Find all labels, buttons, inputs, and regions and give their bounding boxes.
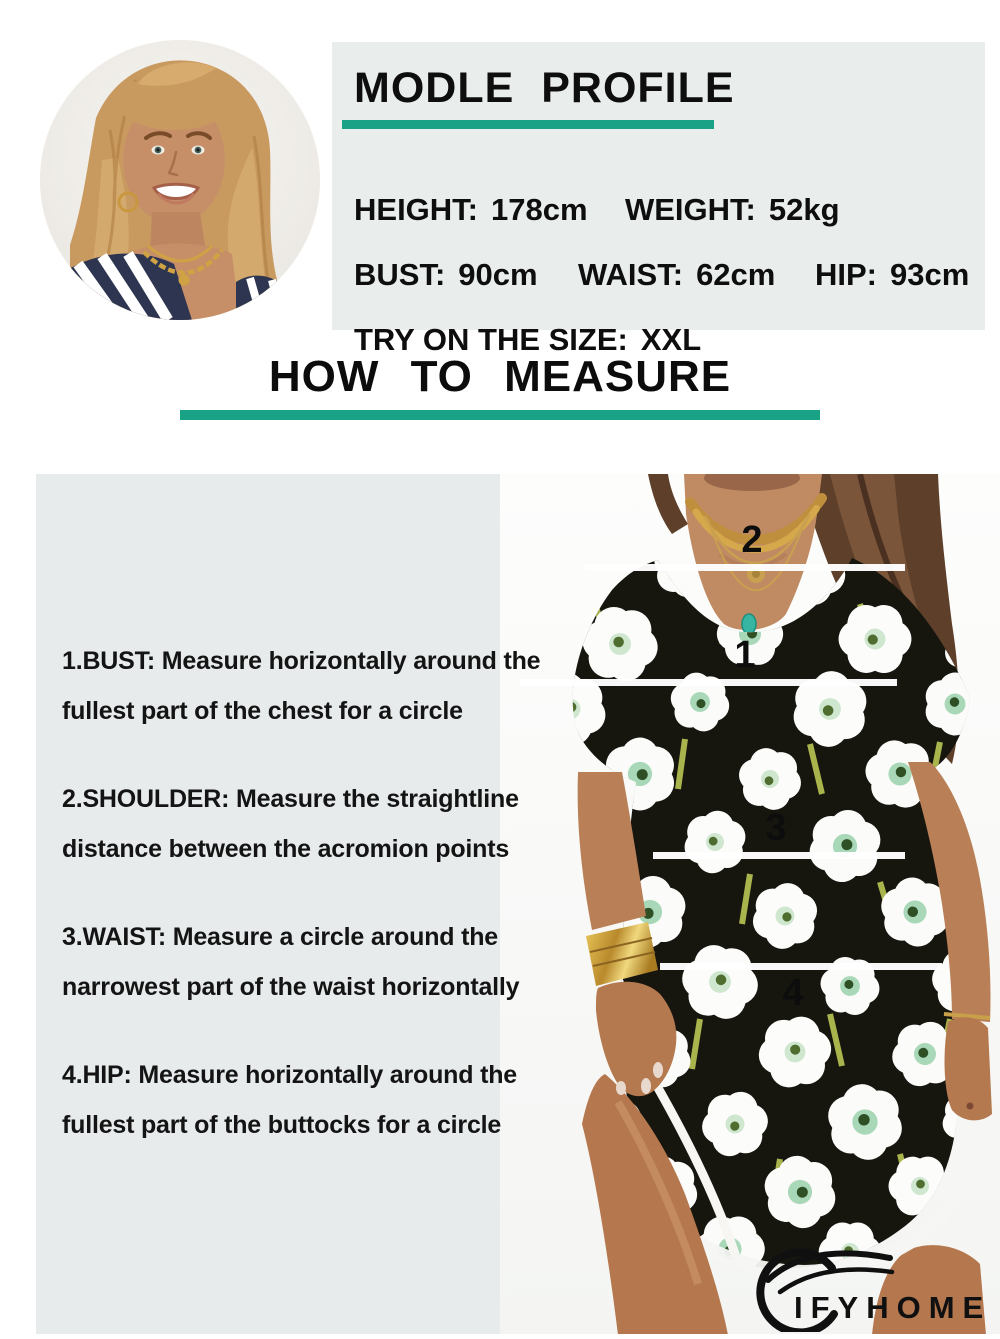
stat-height-value: 178cm (491, 192, 588, 227)
measure-instructions (62, 636, 542, 1188)
instruction-hip (62, 1050, 542, 1150)
profile-stats-row-1 (332, 192, 985, 228)
hip-line (660, 963, 942, 970)
instruction-shoulder (62, 774, 542, 874)
dress-photo-illustration (500, 474, 1000, 1334)
how-to-measure-underline (180, 410, 820, 420)
model-profile-box (332, 42, 985, 357)
waist-marker: 3 (765, 807, 787, 849)
stat-hip (815, 257, 969, 293)
model-headshot-photo (40, 40, 320, 320)
waist-line (653, 852, 905, 859)
stat-waist-label: WAIST: (578, 257, 684, 292)
instruction-waist-line-1: 3.WAIST: Measure a circle around the (62, 923, 498, 951)
stat-try-on-size-value: XXL (640, 322, 702, 357)
stat-try-on-size-label: TRY ON THE SIZE: (354, 322, 628, 357)
shoulder-marker: 2 (741, 519, 763, 561)
model-headshot-illustration (40, 40, 320, 320)
instruction-bust-line-2: fullest part of the chest for a circle (62, 697, 463, 725)
stat-hip-value: 93cm (890, 257, 970, 292)
bust-line (520, 679, 897, 686)
bust-marker: 1 (734, 634, 756, 676)
stat-bust-value: 90cm (458, 257, 538, 292)
stat-waist (578, 257, 775, 293)
stat-weight-label: WEIGHT: (625, 192, 756, 227)
instruction-bust-line-1: 1.BUST: Measure horizontally around the (62, 647, 541, 675)
brand-logo-graphic (738, 1242, 1000, 1332)
instruction-hip-line-1: 4.HIP: Measure horizontally around the (62, 1061, 517, 1089)
product-photo (500, 474, 1000, 1334)
stat-hip-label: HIP: (815, 257, 877, 292)
logo-wave-2 (780, 1269, 892, 1292)
instruction-waist-line-2: narrowest part of the waist horizontally (62, 973, 520, 1001)
stat-waist-value: 62cm (696, 257, 776, 292)
stat-bust-label: BUST: (354, 257, 446, 292)
instruction-hip-line-2: fullest part of the buttocks for a circle (62, 1111, 502, 1139)
profile-title-underline (342, 120, 714, 129)
instruction-bust (62, 636, 542, 736)
profile-stats-row-2 (332, 257, 985, 293)
hip-marker: 4 (782, 972, 804, 1014)
instruction-shoulder-line-2: distance between the acromion points (62, 835, 510, 863)
instruction-shoulder-line-1: 2.SHOULDER: Measure the straightline (62, 785, 519, 813)
stat-height-label: HEIGHT: (354, 192, 478, 227)
shoulder-line (585, 564, 905, 571)
how-to-measure-title: HOW TO MEASURE (268, 352, 732, 401)
model-profile-title: MODLE PROFILE (354, 64, 735, 112)
instruction-waist (62, 912, 542, 1012)
stat-weight-value: 52kg (768, 192, 840, 227)
stat-weight (625, 192, 840, 228)
logo-text: IFYHOME (794, 1290, 992, 1325)
brand-logo (738, 1242, 1000, 1332)
stat-bust (354, 257, 538, 293)
stat-height (354, 192, 588, 228)
